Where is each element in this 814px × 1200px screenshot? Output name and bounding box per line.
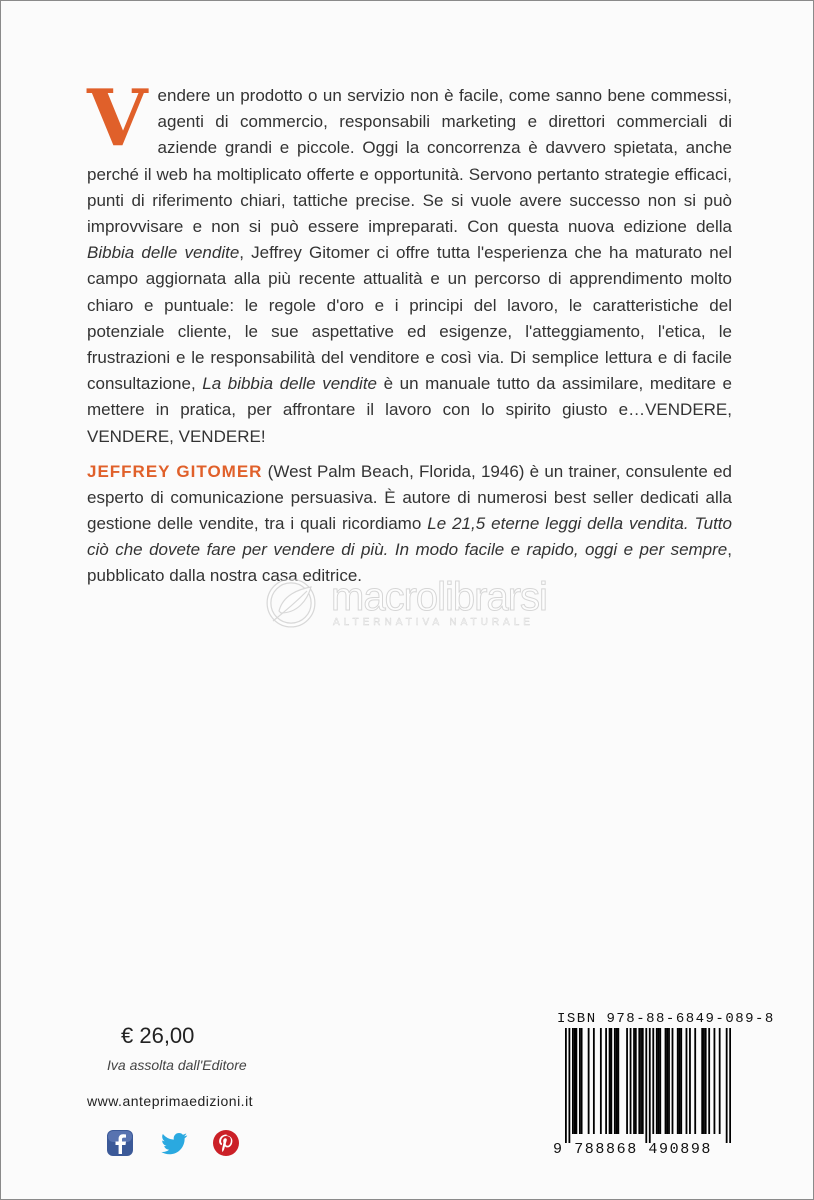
- vat-note: Iva assolta dall'Editore: [107, 1057, 247, 1073]
- barcode-bar: [588, 1028, 590, 1134]
- drop-cap: V: [87, 73, 148, 164]
- barcode-bar: [726, 1028, 728, 1143]
- barcode-bar: [665, 1028, 667, 1134]
- blurb-text-3: è un manuale tutto da assimilare, meditare e mettere in pratica, per affrontare il lavoro con lo spirito giusto e…VENDERE, VENDERE, VENDERE!: [87, 374, 733, 446]
- barcode-bar: [672, 1028, 674, 1134]
- barcode-bar: [645, 1028, 647, 1143]
- barcode-bar: [609, 1028, 611, 1134]
- author-bio: [87, 459, 732, 589]
- barcode-bar: [572, 1028, 574, 1134]
- barcode-bar: [701, 1028, 703, 1134]
- watermark-tagline: ALTERNATIVA NATURALE: [333, 617, 534, 628]
- barcode-bar: [616, 1028, 618, 1134]
- blurb-text-1: endere un prodotto o un servizio non è facile, come sanno bene commessi, agenti di commercio, responsabili marketing e direttori commerciali di aziende grandi e piccole. Oggi la concorrenza è davvero spietata, anche perché il web ha moltiplicato offerte e opportunità. Servono pertanto strategie efficaci, punti di riferimento chiari, tattiche precise. Se si vuole avere successo non si può improvvisare e non si può essere impreparati. Con questa nuova edizione della: [87, 86, 732, 237]
- watermark: [263, 573, 563, 633]
- barcode-bar: [686, 1028, 688, 1134]
- isbn-label: ISBN 978-88-6849-089-8: [557, 1011, 775, 1027]
- barcode-bar: [659, 1028, 661, 1134]
- barcode-bar: [610, 1028, 612, 1134]
- barcode-bar: [649, 1028, 651, 1143]
- barcode-bar: [652, 1028, 654, 1134]
- barcode-bar: [574, 1028, 576, 1134]
- barcode-bar: [638, 1028, 640, 1134]
- author-name: JEFFREY GITOMER: [87, 462, 263, 481]
- blurb-title-1: Bibbia delle vendite: [87, 243, 240, 263]
- watermark-brand: macrolibrarsi: [331, 575, 547, 619]
- bio-text-1: (West Palm Beach, Florida, 1946) è un trainer, consulente ed esperto di comunicazione persuasiva. È autore di numerosi best seller dedicati alla gestione delle vendite, tra i quali ricordiamo: [87, 462, 732, 533]
- leaf-logo-icon: [263, 577, 323, 629]
- barcode-bar: [581, 1028, 583, 1134]
- barcode-bar: [633, 1028, 635, 1134]
- barcode-bar: [565, 1028, 567, 1143]
- barcode-bar: [680, 1028, 682, 1134]
- barcode-bar: [694, 1028, 696, 1134]
- barcode-bar: [729, 1028, 731, 1143]
- barcode-bar: [714, 1028, 716, 1134]
- barcode-bar: [579, 1028, 581, 1134]
- barcode-bar: [640, 1028, 642, 1134]
- barcode-bar: [679, 1028, 681, 1134]
- barcode-bar: [575, 1028, 577, 1134]
- barcode-bar: [658, 1028, 660, 1134]
- barcode-bar: [605, 1028, 607, 1134]
- barcode-bar: [614, 1028, 616, 1134]
- barcode-bar: [617, 1028, 619, 1134]
- barcode-bar: [600, 1028, 602, 1134]
- barcode-bar: [630, 1028, 632, 1134]
- blurb-paragraph: [87, 73, 733, 450]
- barcode-bar: [666, 1028, 668, 1134]
- barcode-bar: [568, 1028, 570, 1143]
- blurb-text-2: , Jeffrey Gitomer ci offre tutta l'esperienza che ha maturato nel campo aggiornata alla più recente attualità e un percorso di apprendimento molto chiaro e puntuale: le regole d'oro e i principi del lavoro, le caratteristiche del potenziale cliente, le sue aspettative ed esigenze, l'atteggiamento, l'etica, le frustrazioni e le responsabilità del venditore e così via. Di semplice lettura e di facile consultazione,: [87, 243, 732, 394]
- barcode-bar: [677, 1028, 679, 1134]
- barcode-bar: [626, 1028, 628, 1134]
- publisher-website[interactable]: www.anteprimaedizioni.it: [87, 1093, 254, 1109]
- bio-book-title: Le 21,5 eterne leggi della vendita. Tutto ciò che dovete fare per vendere di più. In modo facile e rapido, oggi e per sempre: [87, 514, 732, 559]
- bio-text-2: , pubblicato dalla nostra casa editrice.: [87, 540, 732, 585]
- blurb-title-2: La bibbia delle vendite: [202, 374, 378, 394]
- barcode-bar: [708, 1028, 710, 1134]
- barcode-bar: [705, 1028, 707, 1134]
- barcode-bar: [703, 1028, 705, 1134]
- facebook-icon[interactable]: [105, 1128, 135, 1158]
- barcode-bar: [656, 1028, 658, 1134]
- barcode-bar: [593, 1028, 595, 1134]
- barcode: [565, 1028, 731, 1143]
- ean-digits: 9 788868 490898: [553, 1141, 713, 1158]
- barcode-bar: [689, 1028, 691, 1134]
- barcode-bar: [635, 1028, 637, 1134]
- twitter-icon[interactable]: [159, 1128, 189, 1158]
- pinterest-icon[interactable]: [211, 1128, 241, 1158]
- barcode-bar: [668, 1028, 670, 1134]
- barcode-bar: [719, 1028, 721, 1134]
- barcode-bar: [642, 1028, 644, 1134]
- price: € 26,00: [121, 1023, 195, 1048]
